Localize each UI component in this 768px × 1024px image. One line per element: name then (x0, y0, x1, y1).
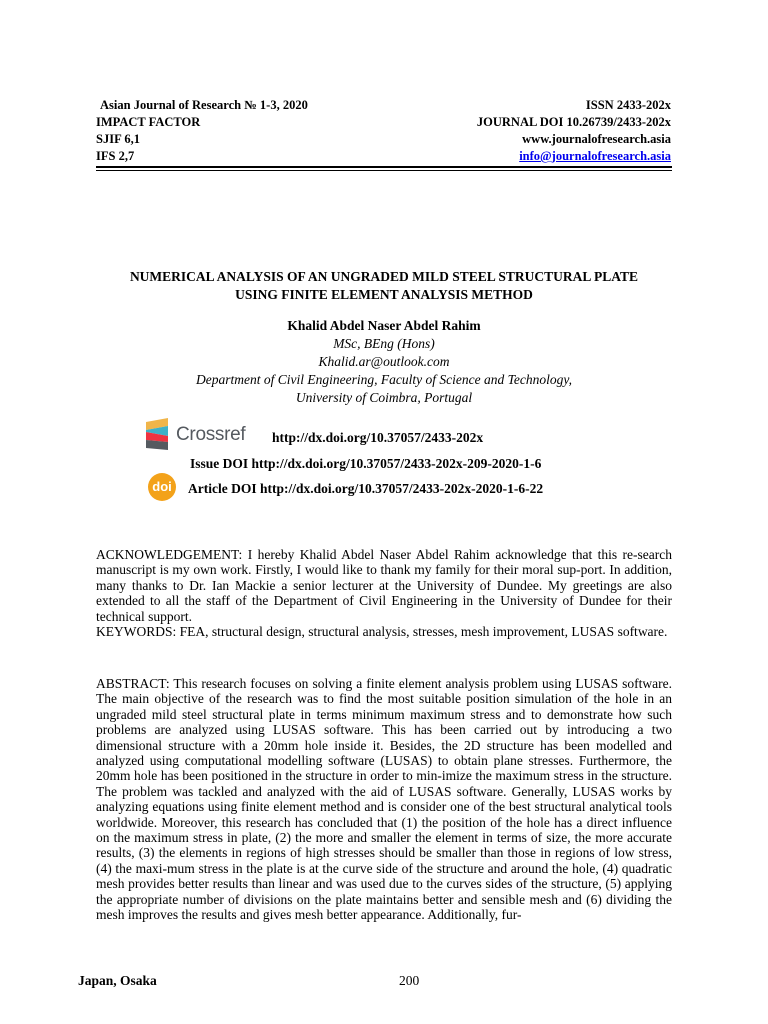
issn: ISSN 2433-202x (585, 98, 671, 112)
article-doi[interactable]: Article DOI http://dx.doi.org/10.37057/2433-202x-2020-1-6-22 (188, 481, 544, 496)
header-rule-thin (96, 170, 672, 171)
page-number: 200 (399, 973, 420, 988)
crossref-icon (146, 418, 174, 452)
crossref-doi-link[interactable]: http://dx.doi.org/10.37057/2433-202x (272, 430, 484, 445)
impact-factor-label: IMPACT FACTOR (96, 115, 201, 129)
keywords-text: KEYWORDS: FEA, structural design, structural analysis, stresses, mesh improvement, LUSAS software. (96, 624, 668, 640)
author-university: University of Coimbra, Portugal (295, 390, 473, 405)
paper-title (80, 268, 688, 304)
doi-logo-icon: doi (148, 473, 176, 501)
journal-email-link[interactable]: info@journalofresearch.asia (519, 149, 671, 163)
author-name: Khalid Abdel Naser Abdel Rahim (287, 318, 481, 333)
author-degree: MSc, BEng (Hons) (333, 336, 435, 351)
journal-website[interactable]: www.journalofresearch.asia (522, 132, 671, 146)
title-line-2: USING FINITE ELEMENT ANALYSIS METHOD (235, 287, 533, 302)
author-block (80, 317, 688, 407)
journal-header-left (96, 97, 308, 165)
journal-name: Asian Journal of Research № 1-3, 2020 (100, 98, 308, 112)
issue-doi[interactable]: Issue DOI http://dx.doi.org/10.37057/2433-202x-209-2020-1-6 (190, 456, 542, 471)
sjif-value: SJIF 6,1 (96, 132, 140, 146)
acknowledgement-text: ACKNOWLEDGEMENT: I hereby Khalid Abdel Naser Abdel Rahim acknowledge that this re-search manuscript is my own work. Firstly, I would like to thank my family for their moral sup-port. In addition, many thanks to Dr. Ian Mackie a senior lecturer at the University of Dundee. My greetings are also extended to all the staff of the Department of Civil Engineering in the University of Dundee for their technical support. (96, 547, 672, 624)
header-rule-thick (96, 166, 672, 168)
journal-doi: JOURNAL DOI 10.26739/2433-202x (476, 115, 671, 129)
footer-location: Japan, Osaka (78, 973, 157, 988)
acknowledgement-section (96, 547, 672, 639)
title-line-1: NUMERICAL ANALYSIS OF AN UNGRADED MILD STEEL STRUCTURAL PLATE (129, 269, 639, 284)
abstract-text: ABSTRACT: This research focuses on solving a finite element analysis problem using LUSAS software. The main objective of the research was to find the most suitable position simulation of the hole in an ungraded mild steel structural plate in terms minimum maximum stress and to demonstrate how such problems are analyzed using LUSAS software. This has been carried out by introducing a two dimensional structure with a 20mm hole inside it. Besides, the 2D structure has been modelled and analyzed using computational modelling software (LUSAS) to obtain plane stresses. Furthermore, the 20mm hole has been positioned in the structure in order to min-imize the maximum stress in the structure. The problem was tackled and analyzed with the aid of LUSAS software. Generally, LUSAS works by analyzing equations using finite element method and is consider one of the best structural analytical tools worldwide. Moreover, this research has concluded that (1) the position of the hole has a direct influence on the maximum stress in plate, (2) the more and smaller the element in terms of size, the more accurate results, (3) the elements in regions of high stresses should be smaller than those in regions of low stress, (4) the maxi-mum stress in the plate is at the curve side of the structure and around the hole, (4) quadratic mesh provides better results than linear and was used due to the curves sides of the structure, (5) applying the appropriate number of divisions on the plate maintains better and sensible mesh and (6) dividing the mesh improves the results and gives mesh better appearance. Additionally, fur- (96, 676, 672, 923)
ifs-value: IFS 2,7 (96, 149, 135, 163)
crossref-wordmark: Crossref (176, 424, 246, 445)
journal-header-right (477, 97, 671, 165)
author-department: Department of Civil Engineering, Faculty of Science and Technology, (196, 372, 572, 387)
author-email[interactable]: Khalid.ar@outlook.com (318, 354, 450, 369)
crossref-logo (146, 418, 246, 452)
